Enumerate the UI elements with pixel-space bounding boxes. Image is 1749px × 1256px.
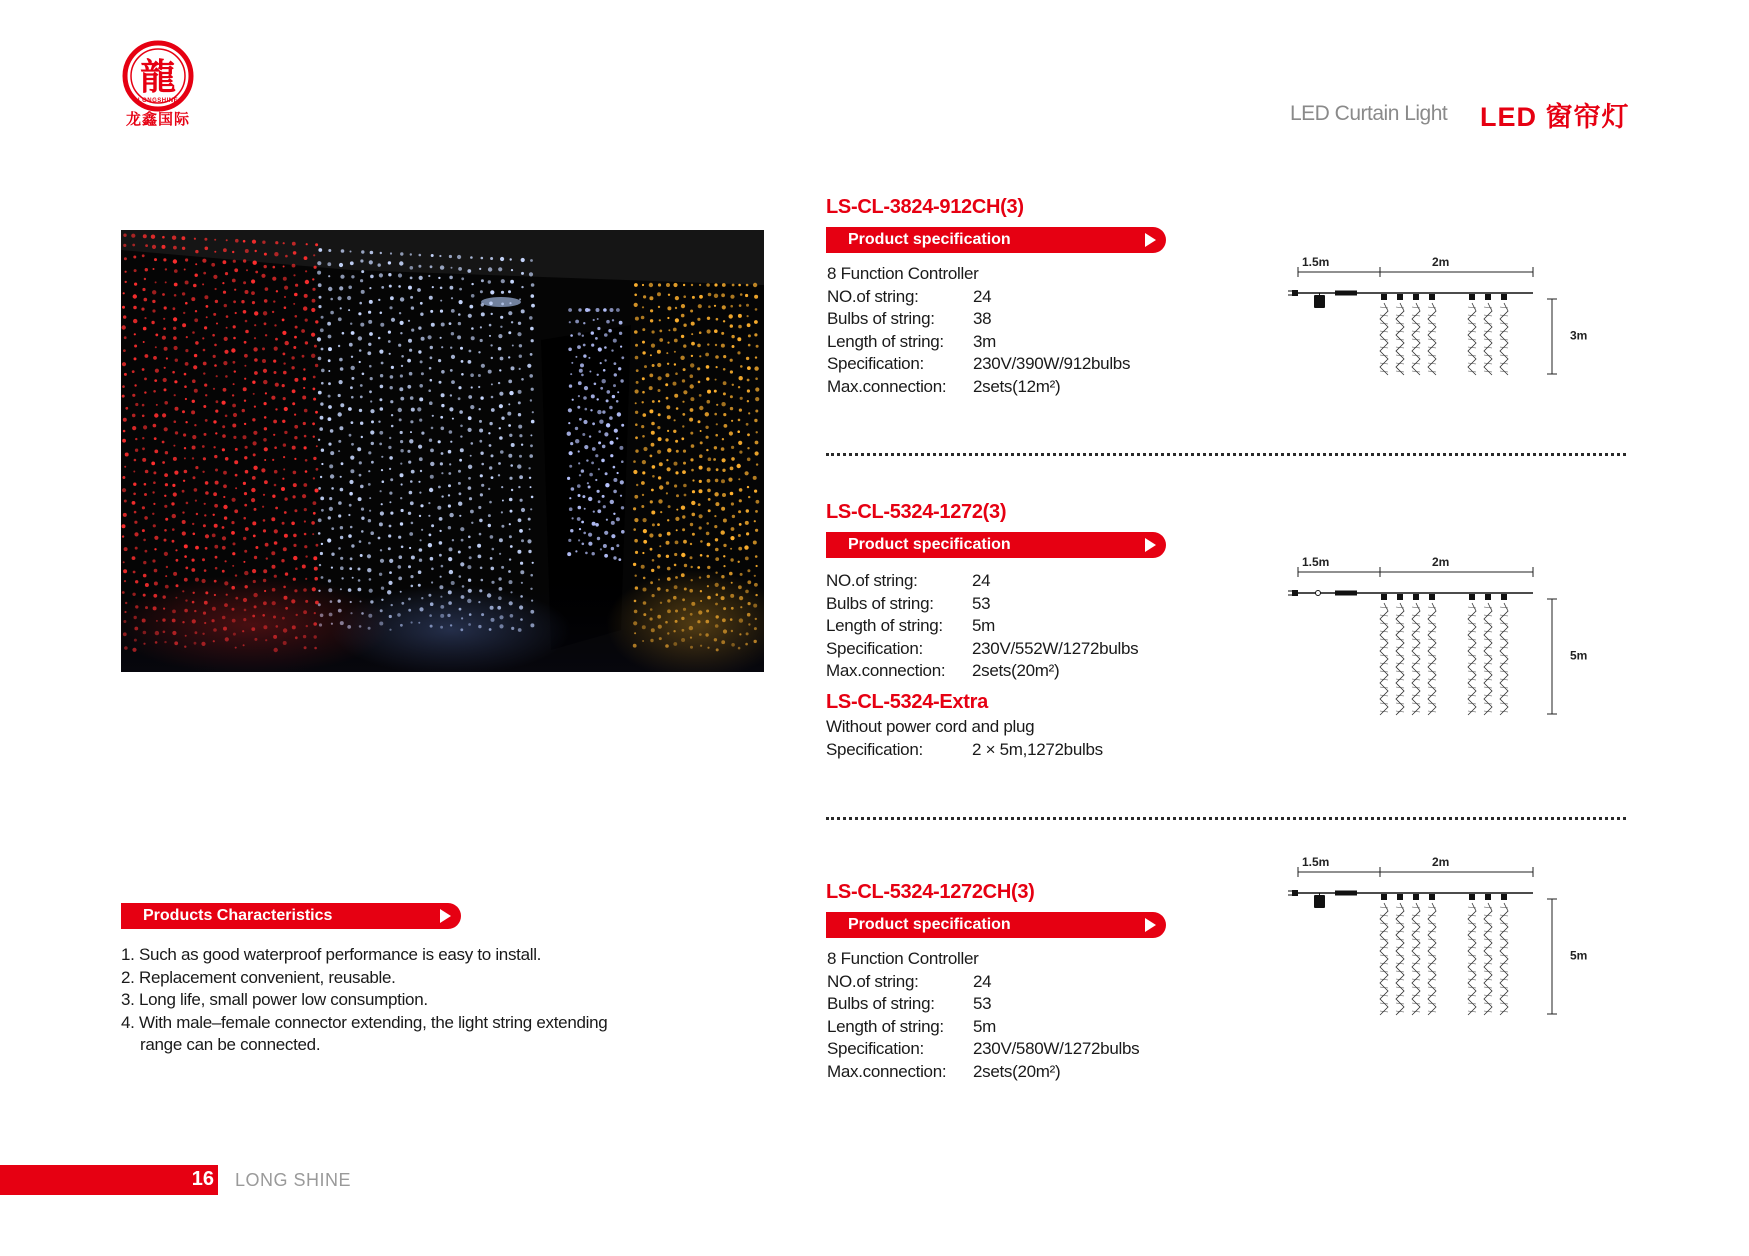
play-triangle-icon xyxy=(1145,538,1156,552)
product-spec-list-2 xyxy=(826,570,1206,683)
dimension-lead-label: 1.5m xyxy=(1302,855,1330,869)
curtain-light-photo xyxy=(121,230,764,672)
wiring-diagram-3 xyxy=(1280,848,1600,1038)
curtain-light-photo-icon xyxy=(121,230,764,672)
wiring-diagram-1 xyxy=(1280,248,1600,398)
spec-row: Specification: 2 × 5m,1272bulbs xyxy=(826,739,1103,759)
wiring-diagram-2 xyxy=(1280,548,1600,738)
characteristics-bar xyxy=(121,903,461,929)
footer-brand: LONG SHINE xyxy=(235,1170,352,1190)
dimension-drop-label: 3m xyxy=(1570,328,1588,343)
spec-row: Max.connection: 2sets(20m²) xyxy=(827,1061,1061,1081)
logo-chinese-name: 龙鑫国际 xyxy=(125,111,190,128)
list-item: 1. Such as good waterproof performance is easy to install. xyxy=(121,945,542,964)
product-spec-bar-1 xyxy=(826,227,1166,253)
logo-subtitle: LONGSHINE xyxy=(137,98,179,104)
product-spec-bar-2 xyxy=(826,532,1166,558)
dimension-span-label: 2m xyxy=(1432,555,1450,569)
dimension-span-label: 2m xyxy=(1432,855,1450,869)
dimension-lead-label: 1.5m xyxy=(1302,255,1330,269)
spec-row: Length of string: 5m xyxy=(826,616,996,635)
product-spec-list-1 xyxy=(827,263,1207,398)
spec-row: NO.of string: 24 xyxy=(826,571,991,590)
dimension-lead-label: 1.5m xyxy=(1302,555,1330,569)
page-number: 16 xyxy=(191,1168,214,1190)
product-spec-label: Product specification xyxy=(848,231,1011,248)
spec-row: Specification: 230V/552W/1272bulbs xyxy=(826,638,1139,658)
dimension-drop-label: 5m xyxy=(1570,648,1588,663)
controller-line: 8 Function Controller xyxy=(827,264,979,283)
product-model-extra: LS-CL-5324-Extra xyxy=(826,691,988,713)
logo-glyph: 龍 xyxy=(139,57,177,98)
product-model-3: LS-CL-5324-1272CH(3) xyxy=(826,881,1035,903)
spec-row: NO.of string: 24 xyxy=(827,286,992,306)
spec-row: Specification: 230V/390W/912bulbs xyxy=(827,354,1131,373)
section-divider xyxy=(826,817,1626,820)
product-model-2: LS-CL-5324-1272(3) xyxy=(826,501,1007,523)
play-triangle-icon xyxy=(440,909,451,923)
extra-description: Without power cord and plug xyxy=(826,717,1035,736)
spec-row: Max.connection: 2sets(20m²) xyxy=(826,661,1060,680)
dimension-drop-label: 5m xyxy=(1570,948,1588,963)
product-spec-label: Product specification xyxy=(848,536,1011,553)
product-model-1: LS-CL-3824-912CH(3) xyxy=(826,196,1024,218)
product-spec-list-3 xyxy=(827,948,1207,1083)
controller-line: 8 Function Controller xyxy=(827,949,979,968)
characteristics-heading: Products Characteristics xyxy=(143,907,333,924)
page-title-en: LED Curtain Light xyxy=(1290,102,1448,125)
spec-row: Bulbs of string: 53 xyxy=(827,994,992,1013)
list-item: 3. Long life, small power low consumption. xyxy=(121,990,428,1009)
spec-row: Specification: 230V/580W/1272bulbs xyxy=(827,1039,1140,1058)
spec-row: NO.of string: 24 xyxy=(827,971,992,991)
dimension-span-label: 2m xyxy=(1432,255,1450,269)
spec-row: Length of string: 5m xyxy=(827,1016,997,1036)
list-item: range can be connected. xyxy=(140,1035,321,1054)
product-extra-spec xyxy=(826,716,1206,761)
product-spec-label: Product specification xyxy=(848,916,1011,933)
play-triangle-icon xyxy=(1145,233,1156,247)
spec-row: Max.connection: 2sets(12m²) xyxy=(827,376,1061,396)
section-divider xyxy=(826,453,1626,456)
play-triangle-icon xyxy=(1145,918,1156,932)
list-item: 2. Replacement convenient, reusable. xyxy=(121,967,396,987)
list-item: 4. With male–female connector extending, the light string extending xyxy=(121,1012,608,1032)
product-spec-bar-3 xyxy=(826,912,1166,938)
page-title-cn: LED 窗帘灯 xyxy=(1480,102,1630,132)
spec-row: Length of string: 3m xyxy=(827,331,997,351)
characteristics-list xyxy=(121,944,721,1057)
spec-row: Bulbs of string: 38 xyxy=(827,309,992,328)
spec-row: Bulbs of string: 53 xyxy=(826,593,991,613)
